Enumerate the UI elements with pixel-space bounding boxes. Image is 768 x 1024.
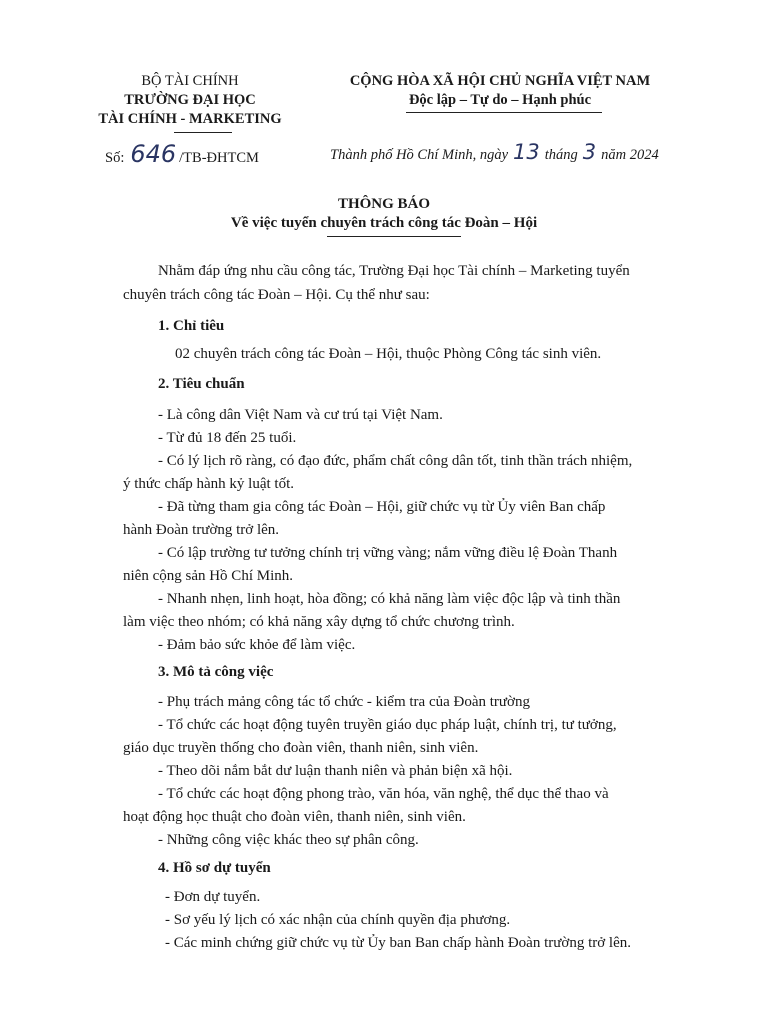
- list-item: - Các minh chứng giữ chức vụ từ Ủy ban Ban chấp hành Đoàn trường trở lên.: [165, 935, 631, 951]
- document-number-suffix: /TB-ĐHTCM: [179, 150, 259, 166]
- national-title: CỘNG HÒA XÃ HỘI CHỦ NGHĨA VIỆT NAM: [349, 73, 651, 89]
- intro-line-2: chuyên trách công tác Đoàn – Hội. Cụ thể như sau:: [123, 287, 430, 303]
- date-prefix: Thành phố Hồ Chí Minh, ngày: [330, 147, 509, 163]
- title-underline: [327, 236, 461, 237]
- date-year: năm 2024: [601, 147, 659, 163]
- list-item: - Là công dân Việt Nam và cư trú tại Việt Nam.: [158, 407, 443, 423]
- section-2-heading: 2. Tiêu chuẩn: [158, 376, 245, 392]
- ministry-name: BỘ TÀI CHÍNH: [141, 73, 239, 89]
- list-item: - Sơ yếu lý lịch có xác nhận của chính quyền địa phương.: [165, 912, 511, 928]
- motto-underline: [406, 112, 602, 113]
- national-motto: Độc lập – Tự do – Hạnh phúc: [408, 92, 592, 108]
- list-item: - Những công việc khác theo sự phân công.: [158, 832, 419, 848]
- intro-line-1: Nhằm đáp ứng nhu cầu công tác, Trường Đại học Tài chính – Marketing tuyển: [158, 263, 630, 279]
- section-1-heading: 1. Chỉ tiêu: [158, 318, 225, 334]
- list-item-continuation: ý thức chấp hành kỷ luật tốt.: [123, 476, 295, 492]
- list-item: - Tổ chức các hoạt động phong trào, văn hóa, văn nghệ, thể dục thể thao và: [158, 786, 609, 802]
- section-4-heading: 4. Hồ sơ dự tuyển: [158, 860, 271, 876]
- document-number-prefix: Số:: [105, 150, 125, 166]
- date-month-handwritten: 3: [582, 140, 597, 164]
- document-date: [330, 140, 659, 164]
- list-item: - Đảm bảo sức khỏe để làm việc.: [158, 637, 356, 653]
- list-item-continuation: hành Đoàn trường trở lên.: [123, 522, 280, 538]
- list-item-continuation: giáo dục truyền thống cho đoàn viên, thanh niên, sinh viên.: [123, 740, 479, 756]
- list-item: - Theo dõi nắm bắt dư luận thanh niên và phản biện xã hội.: [158, 763, 513, 779]
- list-item: - Tổ chức các hoạt động tuyên truyền giáo dục pháp luật, chính trị, tư tưởng,: [158, 717, 617, 733]
- header-left-underline: [174, 132, 232, 133]
- list-item: - Nhanh nhẹn, linh hoạt, hòa đồng; có khả năng làm việc độc lập và tinh thần: [158, 591, 621, 607]
- document-number: [105, 140, 259, 168]
- document-title: THÔNG BÁO: [337, 196, 431, 212]
- list-item: - Có lập trường tư tưởng chính trị vững vàng; nắm vững điều lệ Đoàn Thanh: [158, 545, 618, 561]
- section-3-heading: 3. Mô tả công việc: [158, 664, 274, 680]
- document-number-handwritten: 646: [130, 140, 177, 168]
- list-item: - Phụ trách mảng công tác tổ chức - kiểm tra của Đoàn trường: [158, 694, 530, 710]
- list-item: - Đã từng tham gia công tác Đoàn – Hội, giữ chức vụ từ Ủy viên Ban chấp: [158, 499, 606, 515]
- document-subtitle: Về việc tuyển chuyên trách công tác Đoàn – Hội: [230, 215, 538, 231]
- list-item-continuation: niên cộng sản Hồ Chí Minh.: [123, 568, 293, 584]
- list-item-continuation: làm việc theo nhóm; có khả năng xây dựng tổ chức chương trình.: [123, 614, 515, 630]
- list-item: - Đơn dự tuyển.: [165, 889, 261, 905]
- date-month-word: tháng: [544, 147, 578, 163]
- list-item: - Có lý lịch rõ ràng, có đạo đức, phẩm chất công dân tốt, tinh thần trách nhiệm,: [158, 453, 633, 469]
- school-name-line1: TRƯỜNG ĐẠI HỌC: [124, 92, 256, 108]
- list-item: - Từ đủ 18 đến 25 tuổi.: [158, 430, 297, 446]
- date-day-handwritten: 13: [513, 140, 540, 164]
- section-1-text: 02 chuyên trách công tác Đoàn – Hội, thuộc Phòng Công tác sinh viên.: [175, 346, 602, 362]
- list-item-continuation: hoạt động học thuật cho đoàn viên, thanh niên, sinh viên.: [123, 809, 466, 825]
- school-name-line2: TÀI CHÍNH - MARKETING: [98, 111, 282, 127]
